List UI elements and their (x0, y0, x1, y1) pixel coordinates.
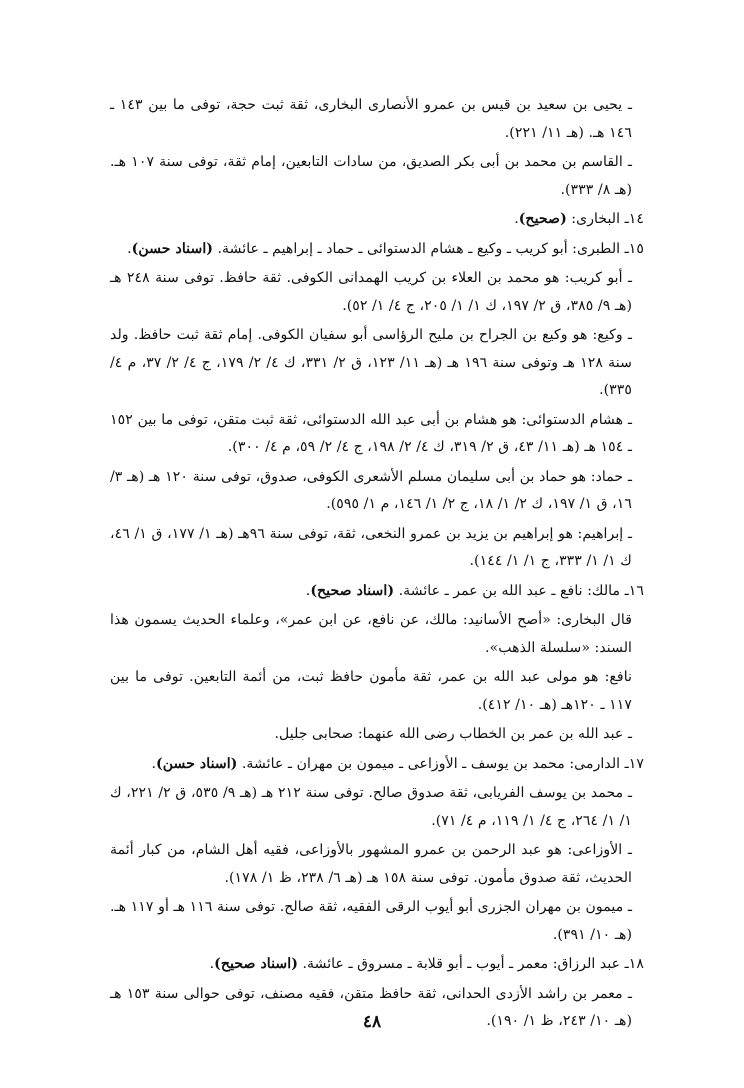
narrator-note (110, 322, 632, 405)
hadith-source-heading (110, 951, 644, 979)
hadith-source-heading (110, 578, 644, 606)
narrator-note (110, 149, 632, 204)
narrator-note (110, 265, 632, 320)
grading-label: (صحيح) (518, 211, 567, 227)
entry-text: ـ عبد الله بن عمر بن الخطاب رضى الله عنهما: صحابى جليل. (274, 726, 632, 742)
hadith-source-heading (110, 206, 644, 234)
grading-label: (اسناد صحيح) (214, 956, 298, 972)
entry-text: ١٧ـ الدارمى: محمد بن يوسف ـ الأوزاعى ـ ميمون بن مهران ـ عائشة. (237, 755, 644, 772)
narrator-note (110, 92, 632, 147)
narrator-note (110, 521, 632, 576)
narrator-note (110, 837, 632, 892)
narrator-note (110, 894, 632, 949)
entry-text: ـ ميمون بن مهران الجزرى أبو أيوب الرقى الفقيه، ثقة صالح. توفى سنة ١١٦ هـ أو ١١٧ هـ. (هـ ١٠/ ٣٩١). (110, 899, 632, 943)
grading-label: (اسناد حسن) (131, 240, 213, 257)
entry-text: ـ القاسم بن محمد بن أبى بكر الصديق، من سادات التابعين، إمام ثقة، توفى سنة ١٠٧ هـ. (هـ ٨/ ٣٣٣). (110, 154, 632, 198)
entry-tail: . (127, 240, 132, 257)
narrator-note (110, 607, 632, 662)
page-number: ٤٨ (362, 1012, 382, 1032)
narrator-note (110, 407, 632, 462)
entry-text: ١٥ـ الطبرى: أبو كريب ـ وكيع ـ هشام الدستوائى ـ حماد ـ إبراهيم ـ عائشة. (212, 240, 644, 257)
entry-text: ١٦ـ مالك: نافع ـ عبد الله بن عمر ـ عائشة. (394, 582, 644, 599)
entry-text: ١٤ـ البخارى: (566, 211, 644, 227)
entry-tail: . (151, 755, 157, 772)
entry-text: ـ هشام الدستوائى: هو هشام بن أبى عبد الله الدستوائى، ثقة ثبت متقن، توفى ما بين ١٥٢ ـ ١٥٤ هـ (هـ ١١/ ٤٣، ق ٢/ ٣١٩، ك ٤/ ٢/ ١٩٨، ج ٤/ ٢/ ٥٩، م ٤/ ٣٠٠). (110, 411, 632, 455)
entry-text: نافع: هو مولى عبد الله بن عمر، ثقة مأمون حافظ ثبت، من أئمة التابعين. توفى ما بين ١١٧ ـ ١٢٠هـ (هـ ١٠/ ٤١٢). (110, 669, 632, 713)
entry-text: ـ أبو كريب: هو محمد بن العلاء بن كريب الهمدانى الكوفى. ثقة حافظ. توفى سنة ٢٤٨ هـ (هـ ٩/ ٣٨٥، ق ٢/ ١٩٧، ك ١/ ١/ ٢٠٥، ج ٤/ ١/ ٥٢). (110, 270, 632, 314)
entry-text: قال البخارى: «أصح الأسانيد: مالك، عن نافع، عن ابن عمر»، وعلماء الحديث يسمون هذا السند: «سلسلة الذهب». (110, 612, 632, 656)
narrator-note (110, 780, 632, 835)
entry-text: ـ يحيى بن سعيد بن قيس بن عمرو الأنصارى البخارى، ثقة ثبت حجة، توفى ما بين ١٤٣ ـ ١٤٦ هـ. (هـ ١١/ ٢٢١). (110, 97, 633, 141)
entry-text: ـ معمر بن راشد الأزدى الحدانى، ثقة حافظ متقن، فقيه مصنف، توفى حوالى سنة ١٥٣ هـ (هـ ١٠/ ٢٤٣، ظ ١/ ١٩٠). (110, 985, 632, 1029)
narrator-note (110, 664, 632, 719)
grading-label: (اسناد صحيح) (310, 582, 395, 599)
narrator-note (110, 464, 632, 519)
entry-text: ـ الأوزاعى: هو عبد الرحمن بن عمرو المشهور بالأوزاعى، فقيه أهل الشام، من كبار أئمة الحديث، ثقة صدوق مأمون. توفى سنة ١٥٨ هـ (هـ ٦/ ٢٣٨، ظ ١/ ١٧٨). (110, 842, 632, 886)
hadith-source-heading (110, 751, 644, 779)
entry-text: ـ محمد بن يوسف الفريابى، ثقة صدوق صالح. توفى سنة ٢١٢ هـ (هـ ٩/ ٥٣٥، ق ٢/ ٢٢١، ك ١/ ١/ ٢٦٤، ج ٤/ ١/ ١١٩، م ٤/ ٧١). (110, 785, 632, 829)
grading-label: (اسناد حسن) (156, 755, 238, 772)
entries-list (110, 92, 644, 1036)
entry-tail: . (514, 211, 519, 227)
entry-text: ـ إبراهيم: هو إبراهيم بن يزيد بن عمرو النخعى، ثقة، توفى سنة ٩٦هـ (هـ ١/ ١٧٧، ق ١/ ٤٦، ك ١/ ١/ ٣٣٣، ج ١/ ١/ ١٤٤). (110, 525, 632, 569)
entry-text: ١٨ـ عبد الرزاق: معمر ـ أيوب ـ أبو قلابة ـ مسروق ـ عائشة. (297, 956, 644, 972)
hadith-source-heading (110, 236, 644, 264)
entry-tail: . (209, 956, 215, 972)
narrator-note (110, 721, 632, 749)
entry-text: ـ حماد: هو حماد بن أبى سليمان مسلم الأشعرى الكوفى، صدوق، توفى سنة ١٢٠ هـ (هـ ٣/ ١٦، ق ١/ ١٩٧، ك ٢/ ١/ ١٨، ج ٢/ ١/ ١٤٦، م ١/ ٥٩٥). (110, 468, 632, 512)
entry-text: ـ وكيع: هو وكيع بن الجراح بن مليح الرؤاسى أبو سفيان الكوفى. إمام ثقة ثبت حافظ. ولد سنة ١٢٨ هـ وتوفى سنة ١٩٦ هـ (هـ ١١/ ١٢٣، ق ٢/ ٣٣١، ك ٤/ ٢/ ١٧٩، ج ٤/ ٢/ ٣٧، م ٤/ ٣٣٥). (110, 327, 632, 398)
entry-tail: . (305, 582, 311, 599)
